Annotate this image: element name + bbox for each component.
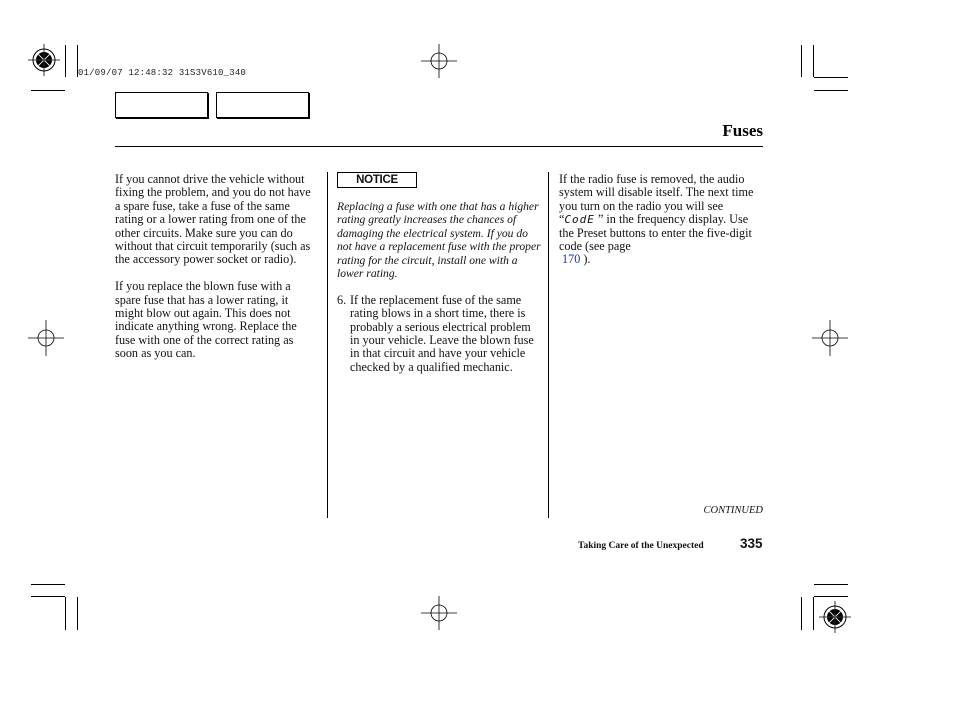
right-column: [559, 173, 759, 280]
notice-text: Replacing a fuse with one that has a higher rating greatly increases the chances of damaging the electrical system. If you do not have a replacement fuse with the proper rating for the circuit, install one with a lower rating.: [337, 200, 541, 281]
step-number: 6.: [337, 292, 347, 307]
crosshair-icon: [28, 320, 64, 356]
crosshair-icon: [812, 320, 848, 356]
print-timestamp: 01/09/07 12:48:32 31S3V610_340: [78, 68, 247, 78]
header-rule: [115, 146, 763, 147]
step-six: [337, 294, 543, 374]
crosshair-icon: [421, 44, 457, 78]
page-reference-link[interactable]: 170: [562, 252, 581, 267]
nav-tab-box-index[interactable]: [216, 92, 309, 118]
registration-target-icon: [819, 601, 851, 633]
registration-target-icon: [28, 44, 60, 76]
lower-rating-paragraph: If you replace the blown fuse with a spare fuse that has a lower rating, it might blow out again. This does not indicate anything wrong. Replace the fuse with one of the correct rating as soon as you can.: [115, 279, 297, 361]
section-name: Taking Care of the Unexpected: [578, 541, 704, 551]
middle-column: [337, 200, 543, 374]
radio-text-middle: ” in the frequency display. Use the Preset buttons to enter the five-digit code (see page: [559, 212, 752, 254]
spare-fuse-paragraph: If you cannot drive the vehicle without fixing the problem, and you do not have a spare fuse, take a fuse of the same rating or a lower rating from one of the other circuits. Make sure you can do without that circuit temporarily (such as the accessory power socket or radio).: [115, 172, 311, 267]
notice-label: NOTICE: [337, 172, 417, 188]
code-display: CodE: [564, 213, 595, 227]
radio-fuse-paragraph: [559, 173, 759, 267]
nav-tab-box-main-menu[interactable]: [115, 92, 208, 118]
page-title: Fuses: [722, 121, 763, 140]
continued-label: CONTINUED: [703, 505, 763, 516]
left-column: [115, 173, 319, 374]
column-divider: [548, 172, 549, 518]
crosshair-icon: [421, 596, 457, 630]
radio-text-start: If the radio fuse is removed, the audio system will disable itself. The next time you turn on the radio you will see “: [559, 172, 754, 227]
column-divider: [327, 172, 328, 518]
step-text: If the replacement fuse of the same rating blows in a short time, there is probably a serious electrical problem in your vehicle. Leave the blown fuse in that circuit and have your vehicle checked by a qualified mechanic.: [350, 292, 534, 374]
radio-text-end: ).: [583, 252, 591, 267]
page-number: 335: [740, 536, 763, 551]
